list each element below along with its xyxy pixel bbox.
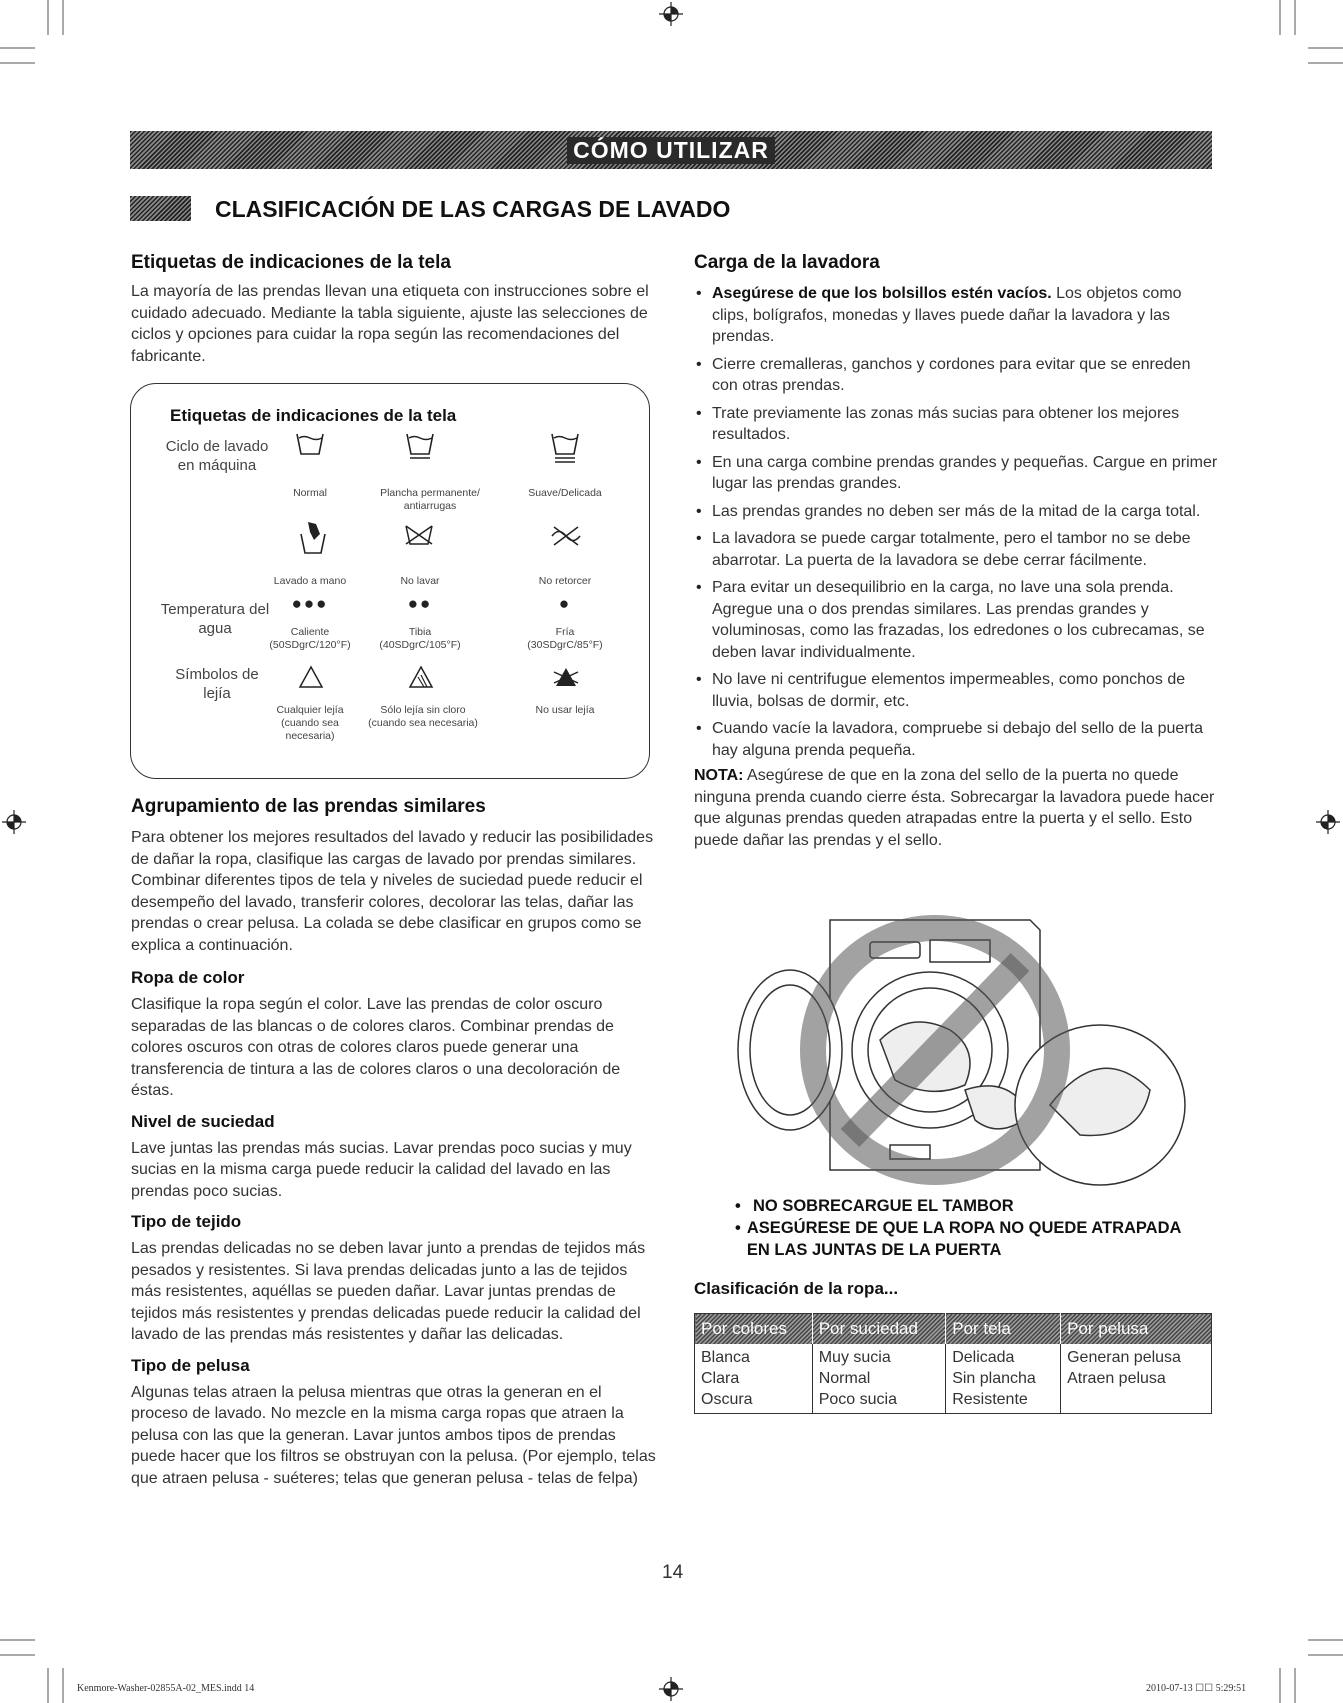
do-not-wash-icon	[403, 523, 435, 547]
loading-item	[694, 283, 1219, 348]
table-cell-line: Sin plancha	[952, 1370, 1036, 1387]
table-cell-line: Generan pelusa	[1067, 1349, 1181, 1366]
wash-permanent-text: Plancha permanente/ antiarrugas	[380, 487, 480, 512]
no-wring-text: No retorcer	[538, 575, 592, 587]
header-lint: Por pelusa	[1061, 1314, 1212, 1345]
header-soil: Por suciedad	[812, 1314, 945, 1345]
grouping-body: Para obtener los mejores resultados del lavado y reducir las posibilidades de dañar la ropa, clasifique las cargas de lavado por prendas similares. Combinar diferentes tipos de tela y niveles de suciedad puede reducir el desempeño del lavado, transferir colores, decolorar las telas, dañar las prendas o crear pelusa. La colada se debe clasificar en grupos como se explica a continuación.	[131, 829, 654, 954]
soil-body: Lave juntas las prendas más sucias. Lavar prendas poco sucias y muy sucias en la misma carga puede reducir la calidad del lavado en las prendas poco sucias.	[131, 1139, 632, 1200]
wash-normal-icon	[295, 431, 325, 457]
table-cell-line: Atraen pelusa	[1067, 1370, 1166, 1387]
wash-normal-text: Normal	[293, 487, 327, 499]
warning-item: • NO SOBRECARGUE EL TAMBOR	[735, 1197, 1014, 1215]
note-text: Asegúrese de que en la zona del sello de la puerta no quede ninguna prenda cuando cierre ésta. Sobrecargar la lavadora puede hacer que algunas prendas queden atrapadas entre la puerta y el sello. Esto puede dañar las prendas y el sello.	[694, 767, 1215, 849]
hand-wash-text: Lavado a mano	[273, 575, 347, 587]
pockets-bold: Asegúrese de que los bolsillos estén vacíos.	[712, 285, 1052, 302]
warning-item: • ASEGÚRESE DE QUE LA ROPA NO QUEDE ATRAPADA EN LAS JUNTAS DE LA PUERTA	[735, 1217, 1205, 1261]
hand-wash-icon	[298, 520, 328, 556]
fabric-type-body: Las prendas delicadas no se deben lavar junto a prendas de tejidos más pesados y resistentes. Si lava prendas delicadas junto a las de tejidos más resistentes, aquéllas se pueden dañar. Lavar juntas prendas de tejidos más resistentes y prendas delicadas puede reducir la calidad del lavado de las prendas más resistentes y dañar las delicadas.	[131, 1240, 646, 1343]
soil-cell	[812, 1344, 945, 1414]
table-cell-line: Poco sucia	[818, 1391, 897, 1408]
non-chlorine-bleach-text: Sólo lejía sin cloro (cuando sea necesaria)	[368, 704, 478, 729]
sorting-table	[694, 1313, 1212, 1414]
sorting-heading: Clasificación de la ropa...	[694, 1279, 899, 1298]
temp-cold-dots: ●	[558, 594, 572, 613]
table-cell-line: Normal	[818, 1370, 871, 1387]
wash-delicate-icon	[550, 431, 580, 465]
wash-permanent-press-icon	[405, 431, 435, 461]
banner-title: CÓMO UTILIZAR	[567, 137, 775, 164]
temp-warm-text: Tibia (40SDgrC/105°F)	[379, 626, 461, 651]
non-chlorine-bleach-icon	[408, 665, 434, 689]
soil-heading: Nivel de suciedad	[131, 1111, 275, 1131]
water-temp-label: Temperatura del agua	[160, 601, 270, 637]
any-bleach-icon	[298, 665, 324, 689]
table-cell-line: Resistente	[952, 1391, 1028, 1408]
temp-warm-dots: ●●	[407, 594, 433, 613]
fabric-labels-body: La mayoría de las prendas llevan una etiqueta con instrucciones sobre el cuidado adecuado. Mediante la tabla siguiente, ajuste las selecciones de ciclos y opciones para cuidar la ropa según las recomendaciones del fabricante.	[131, 283, 649, 365]
bleach-symbols-label: Símbolos de lejía	[175, 666, 259, 702]
temp-hot-text: Caliente (50SDgrC/120°F)	[269, 626, 351, 651]
loading-item: • En una carga combine prendas grandes y pequeñas. Cargue en primer lugar las prendas grandes.	[694, 452, 1219, 495]
colors-cell	[695, 1344, 813, 1414]
fabric-labels-section	[131, 252, 656, 367]
header-fabric: Por tela	[946, 1314, 1061, 1345]
section-title: CLASIFICACIÓN DE LAS CARGAS DE LAVADO	[215, 196, 731, 222]
any-bleach-text: Cualquier lejía (cuando sea necesaria)	[276, 704, 344, 742]
note-paragraph	[694, 765, 1219, 851]
table-cell-line: Delicada	[952, 1349, 1015, 1366]
footer-timestamp: 2010-07-13 ☐☐ 5:29:51	[1146, 1683, 1247, 1694]
loading-item: • Cuando vacíe la lavadora, compruebe si debajo del sello de la puerta hay alguna prenda pequeña.	[694, 718, 1219, 761]
fabric-labels-heading: Etiquetas de indicaciones de la tela	[131, 252, 451, 273]
fabric-type-heading: Tipo de tejido	[131, 1212, 242, 1231]
loading-item: • Trate previamente las zonas más sucias para obtener los mejores resultados.	[694, 403, 1219, 446]
overloaded-washer-illustration	[730, 900, 1190, 1200]
care-chart-title: Etiquetas de indicaciones de la tela	[170, 406, 457, 425]
no-bleach-icon	[551, 665, 581, 689]
table-cell-line: Blanca	[701, 1349, 750, 1366]
sorting-header-row	[695, 1314, 1212, 1345]
grouping-heading: Agrupamiento de las prendas similares	[131, 796, 486, 817]
color-heading: Ropa de color	[131, 968, 245, 987]
page-number: 14	[662, 1562, 684, 1583]
warning-text: NO SOBRECARGUE EL TAMBOR	[753, 1197, 1014, 1215]
page-banner	[130, 131, 1212, 169]
temp-hot-dots: ●●●	[291, 594, 329, 613]
table-cell-line: Clara	[701, 1370, 740, 1387]
loading-heading: Carga de la lavadora	[694, 252, 880, 273]
footer-filename: Kenmore-Washer-02855A-02_MES.indd 14	[77, 1683, 255, 1694]
lint-cell	[1061, 1344, 1212, 1414]
temp-cold-text: Fría (30SDgrC/85°F)	[527, 626, 603, 651]
loading-item: • La lavadora se puede cargar totalmente, pero el tambor no se debe abarrotar. La puerta de la lavadora se debe cerrar fácilmente.	[694, 528, 1219, 571]
color-body: Clasifique la ropa según el color. Lave las prendas de color oscuro separadas de las blancas o de colores claros. Combinar prendas de colores oscuros con otras de colores claros puede generar una transferencia de tintura a las de colores claros o una decoloración de éstas.	[131, 996, 621, 1099]
warning-text: ASEGÚRESE DE QUE LA ROPA NO QUEDE ATRAPADA EN LAS JUNTAS DE LA PUERTA	[746, 1219, 1181, 1259]
table-cell-line: Oscura	[701, 1391, 753, 1408]
sorting-body-row	[695, 1344, 1212, 1414]
loading-list	[694, 283, 1219, 761]
table-cell-line: Muy sucia	[818, 1349, 891, 1366]
loading-item: • Para evitar un desequilibrio en la carga, no lave una sola prenda. Agregue una o dos prendas similares. Las prendas grandes y voluminosas, como las frazadas, los edredones o los cubrecamas, se deben lavar individualmente.	[694, 577, 1219, 663]
wash-cycle-label: Ciclo de lavado en máquina	[165, 438, 269, 474]
header-colors: Por colores	[695, 1314, 813, 1345]
do-not-wring-icon	[549, 525, 583, 547]
lint-body: Algunas telas atraen la pelusa mientras que otras la generan en el proceso de lavado. No mezcle en la misma carga ropas que atraen la pelusa con las que la generan. Lavar juntos ambos tipos de prendas puede hacer que los filtros se obstruyan con la pelusa. (Por ejemplo, telas que atraen pelusa - suéteres; telas que generan pelusa - telas de felpa)	[131, 1383, 656, 1487]
pockets-text: Los objetos como clips, bolígrafos, monedas y llaves puede dañar la lavadora y las prendas.	[712, 285, 1182, 345]
section-marker	[130, 196, 191, 221]
wash-delicate-text: Suave/Delicada	[528, 487, 602, 499]
loading-item: • Las prendas grandes no deben ser más de la mitad de la carga total.	[694, 501, 1219, 523]
loading-item: • Cierre cremalleras, ganchos y cordones para evitar que se enreden con otras prendas.	[694, 354, 1219, 397]
lint-heading: Tipo de pelusa	[131, 1355, 250, 1375]
warnings-block	[735, 1195, 1205, 1261]
loading-section	[694, 252, 1219, 851]
no-bleach-text: No usar lejía	[535, 704, 595, 716]
note-label: NOTA:	[694, 767, 744, 784]
loading-item: • No lave ni centrifugue elementos impermeables, como ponchos de lluvia, bolsas de dormir, etc.	[694, 669, 1219, 712]
no-wash-text: No lavar	[400, 575, 440, 587]
grouping-section	[131, 796, 656, 1489]
fabric-cell	[946, 1344, 1061, 1414]
